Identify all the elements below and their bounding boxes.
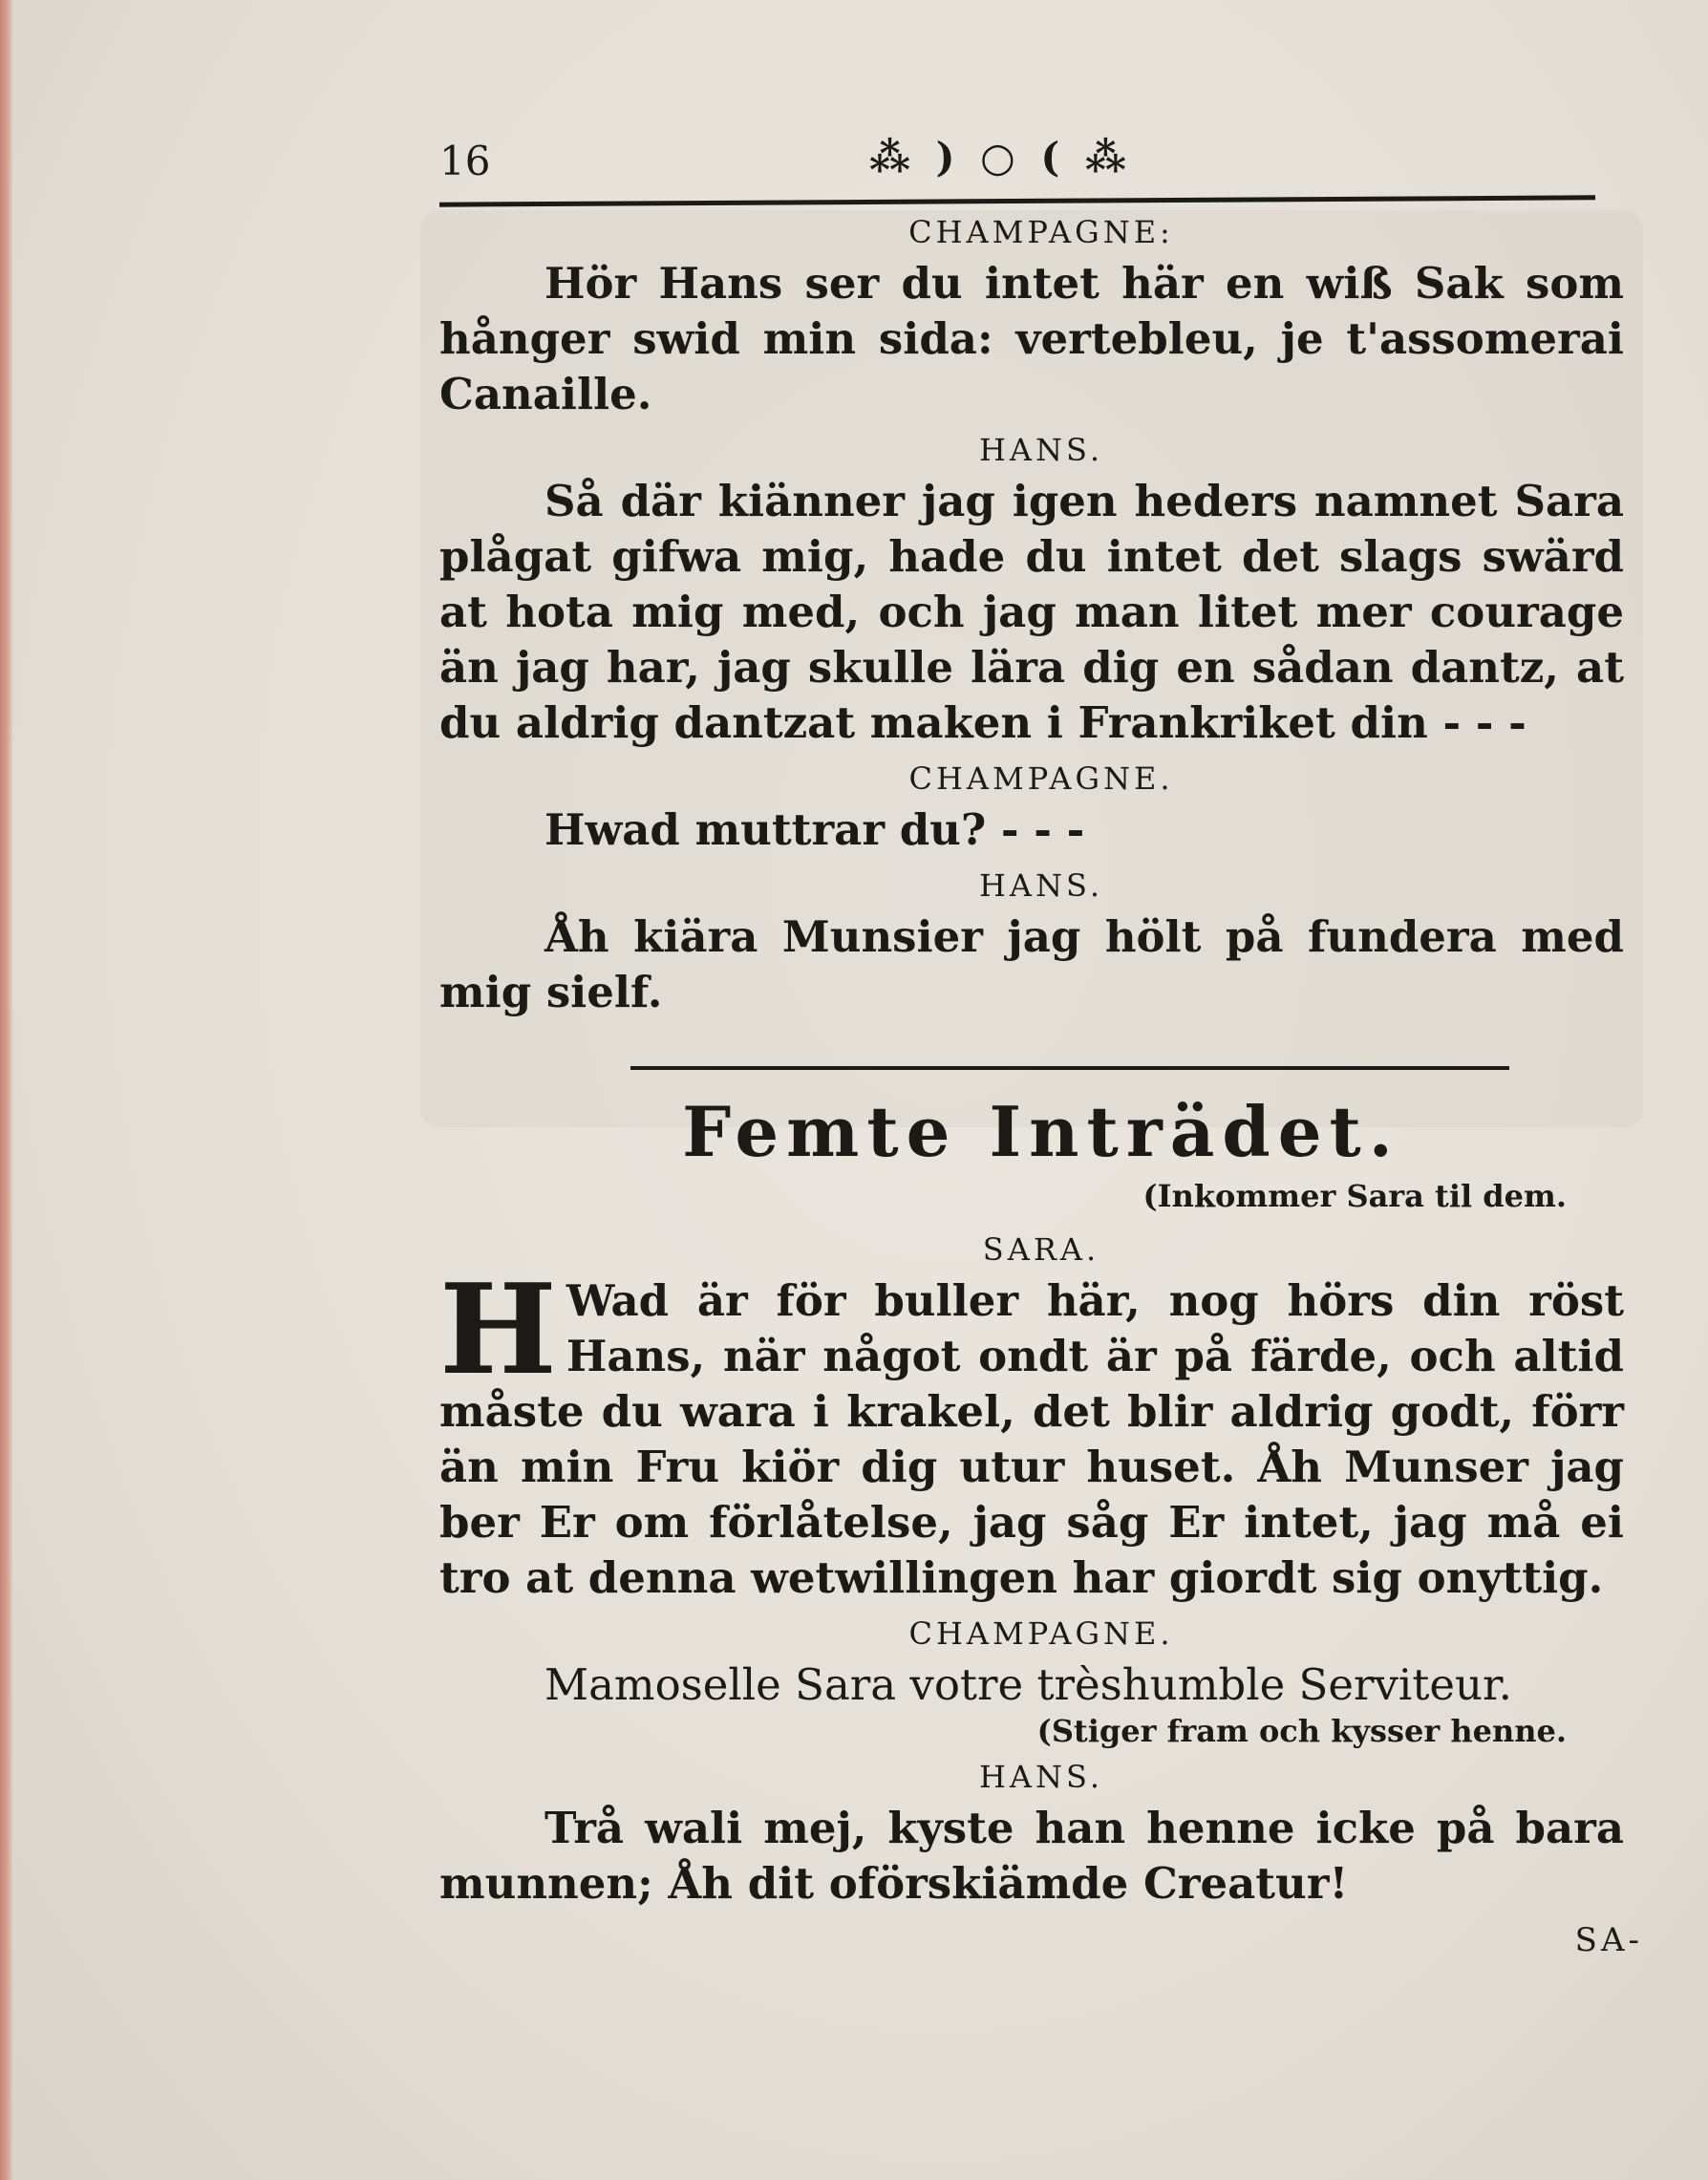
speaker-name: HANS. xyxy=(979,1759,1103,1795)
catchword: SA- xyxy=(1574,1921,1643,1959)
page-edge xyxy=(0,0,13,2180)
speaker-name: HANS. xyxy=(979,432,1103,468)
speech-text: Åh kiära Munsier jag hölt på fundera med mig sielf. xyxy=(439,911,1624,1017)
scene-title: Femte Inträdet. xyxy=(682,1091,1400,1172)
speech-body: Wad är för buller här, nog hörs din röst Hans, när något ondt är på färde, och altid måste du wara i krakel, det blir aldrig godt, förr än min Fru kiör dig utur huset. Åh Munser jag ber Er om förlåtelse, jag såg Er intet, jag må ei tro at denna wetwillingen har giordt sig onyttig. xyxy=(439,1275,1624,1603)
speech-text: Mamoselle Sara votre trèshumble Serviteur. xyxy=(544,1659,1512,1710)
header-ornament: ⁂ ) ○ ( ⁂ xyxy=(869,134,1132,181)
stage-direction: (Inkommer Sara til dem. xyxy=(1142,1178,1567,1214)
dialogue-block xyxy=(439,432,1643,751)
speaker-name: CHAMPAGNE: xyxy=(908,214,1174,250)
drop-cap: H xyxy=(439,1256,557,1402)
dialogue-block xyxy=(439,867,1643,1020)
speaker-name: CHAMPAGNE. xyxy=(908,760,1174,797)
scene-divider xyxy=(630,1066,1509,1070)
stage-direction: (Stiger fram och kysser henne. xyxy=(1036,1713,1567,1749)
dialogue-block xyxy=(439,1759,1643,1912)
dialogue-block xyxy=(439,1615,1643,1749)
running-header xyxy=(439,134,1643,201)
speaker-name: SARA. xyxy=(982,1231,1100,1268)
speech-text: Trå wali mej, kyste han henne icke på bara munnen; Åh dit oförskiämde Creatur! xyxy=(439,1803,1624,1909)
speech-text xyxy=(439,1256,1643,1606)
page-number: 16 xyxy=(439,138,491,184)
speaker-name: HANS. xyxy=(979,867,1103,904)
dialogue-block xyxy=(439,760,1643,858)
dialogue-block xyxy=(439,214,1643,422)
speech-text: Hwad muttrar du? - - - xyxy=(544,804,1085,855)
header-rule xyxy=(439,195,1595,206)
speaker-name: CHAMPAGNE. xyxy=(908,1615,1174,1652)
page-content xyxy=(439,134,1643,1959)
speech-text: Så där kiänner jag igen heders namnet Sara plågat gifwa mig, hade du intet det slags swärd at hota mig med, och jag man litet mer courage än jag har, jag skulle lära dig en sådan dantz, at du aldrig dantzat maken i Frankriket din - - - xyxy=(439,476,1624,748)
dialogue-block xyxy=(439,1231,1643,1606)
speech-text: Hör Hans ser du intet här en wiß Sak som hånger swid min sida: vertebleu, je t'assomerai Canaille. xyxy=(439,258,1624,419)
